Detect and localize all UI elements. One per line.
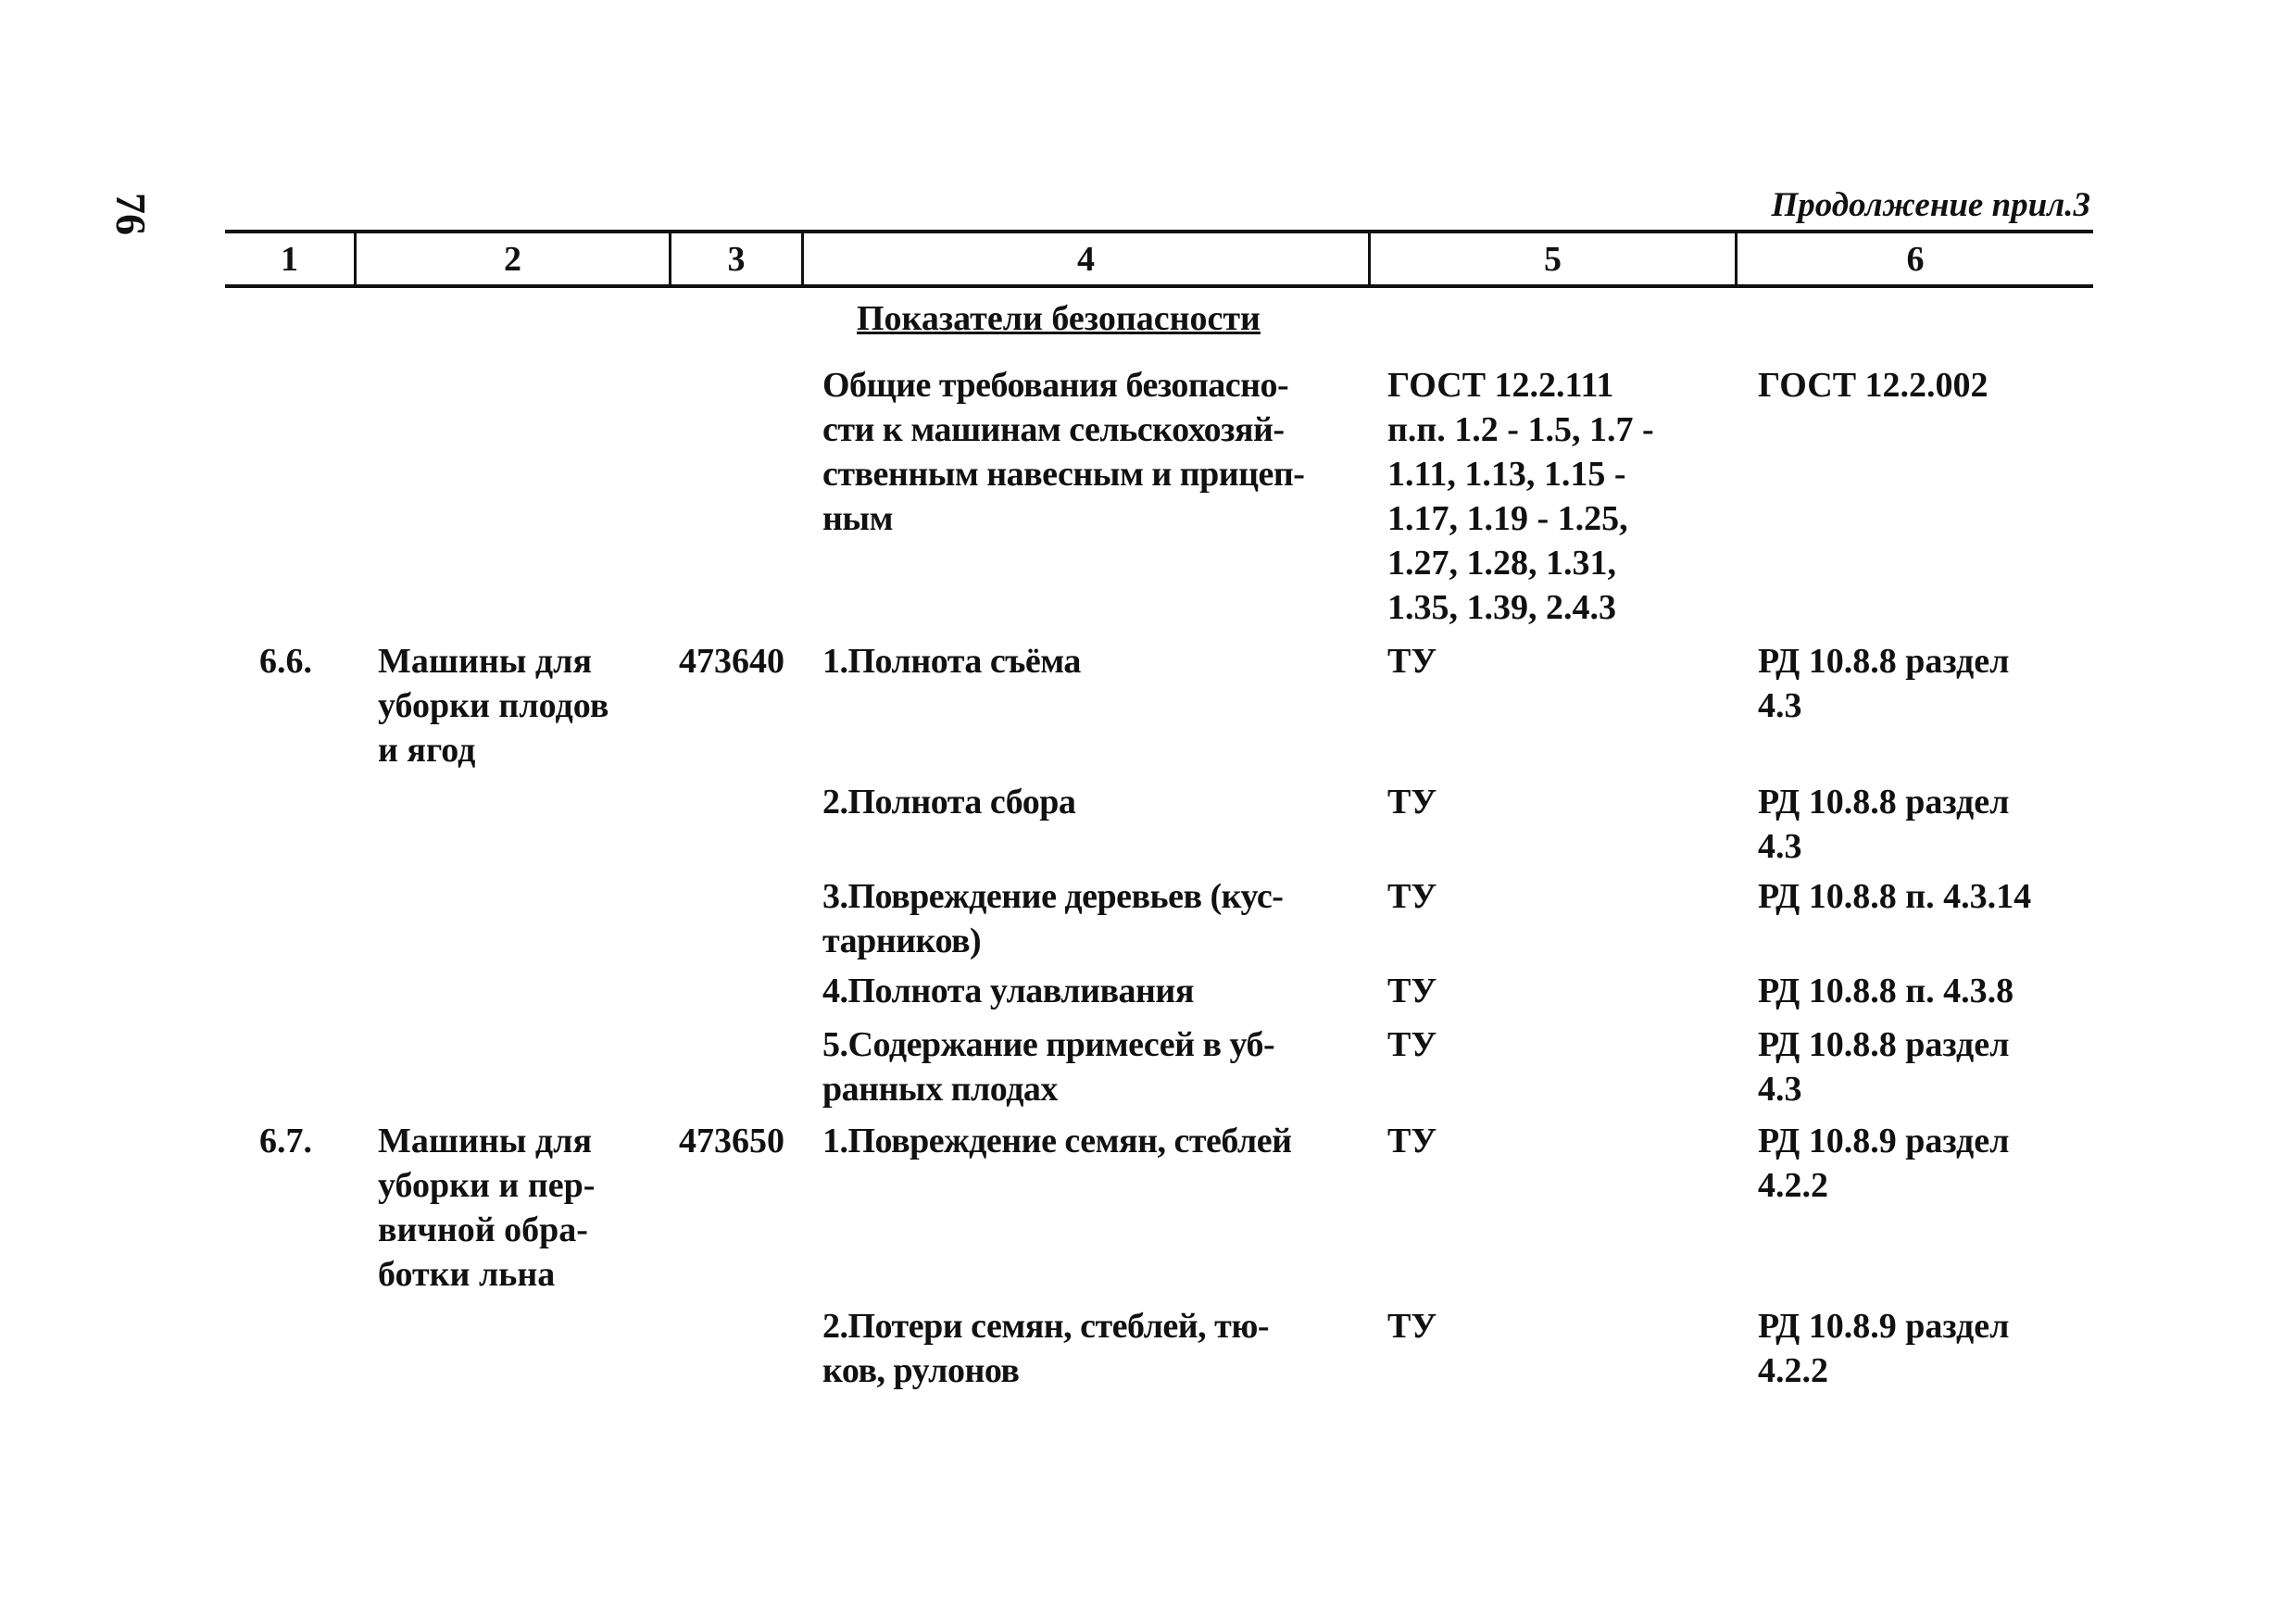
requirement: ТУ	[1387, 972, 1437, 1010]
indicator: 2.Полнота сбора	[822, 783, 1076, 822]
test-method: РД 10.8.8 п. 4.3.8	[1758, 972, 2014, 1010]
indicator: 5.Содержание примесей в уб- ранных плодах	[822, 1025, 1275, 1109]
column-header-6: 6	[1906, 239, 1925, 279]
test-method: РД 10.8.8 раздел 4.3	[1758, 783, 2010, 866]
general-requirement: ГОСТ 12.2.111 п.п. 1.2 - 1.5, 1.7 - 1.11, 1.13, 1.15 - 1.17, 1.19 - 1.25, 1.27, 1.28, 1.31, 1.35, 1.39, 2.4.3	[1387, 366, 1654, 627]
requirement: ТУ	[1387, 1307, 1437, 1346]
test-method: РД 10.8.8 раздел 4.3	[1758, 642, 2010, 725]
group-code: 473640	[679, 642, 784, 681]
column-header-row	[225, 230, 2093, 288]
indicator: 4.Полнота улавливания	[822, 972, 1194, 1010]
continuation-label: Продолжение прил.3	[1771, 186, 2090, 224]
indicator: 1.Полнота съёма	[822, 642, 1081, 681]
requirement: ТУ	[1387, 1025, 1437, 1064]
column-header-3: 3	[671, 233, 804, 284]
group-name: Машины для уборки и пер- вичной обра- ботки льна	[378, 1122, 596, 1294]
test-method: РД 10.8.9 раздел 4.2.2	[1758, 1307, 2010, 1390]
requirement: ТУ	[1387, 877, 1437, 916]
indicator: 2.Потери семян, стеблей, тю- ков, рулонов	[822, 1307, 1270, 1390]
requirement: ТУ	[1387, 642, 1437, 681]
column-header-4: 4	[804, 233, 1371, 284]
indicator: 3.Повреждение деревьев (кус- тарников)	[822, 877, 1284, 960]
test-method: РД 10.8.8 раздел 4.3	[1758, 1025, 2010, 1109]
group-code: 473650	[679, 1122, 784, 1160]
group-number: 6.6.	[259, 642, 312, 681]
test-method: РД 10.8.8 п. 4.3.14	[1758, 877, 2032, 916]
requirement: ТУ	[1387, 783, 1437, 822]
test-method: РД 10.8.9 раздел 4.2.2	[1758, 1122, 2010, 1205]
requirement: ТУ	[1387, 1122, 1437, 1160]
page-number: 76	[107, 193, 155, 235]
general-indicator: Общие требования безопасно- сти к машинам сельскохозяй- ственным навесным и прицеп- ным	[822, 366, 1305, 538]
group-number: 6.7.	[259, 1122, 312, 1160]
group-name: Машины для уборки плодов и ягод	[378, 642, 609, 770]
column-header-5: 5	[1371, 233, 1738, 284]
section-title: Показатели безопасности	[857, 299, 1261, 338]
column-header-2: 2	[357, 233, 671, 284]
indicator: 1.Повреждение семян, стеблей	[822, 1122, 1292, 1160]
column-header-1: 1	[225, 233, 357, 284]
general-method: ГОСТ 12.2.002	[1758, 366, 1989, 405]
